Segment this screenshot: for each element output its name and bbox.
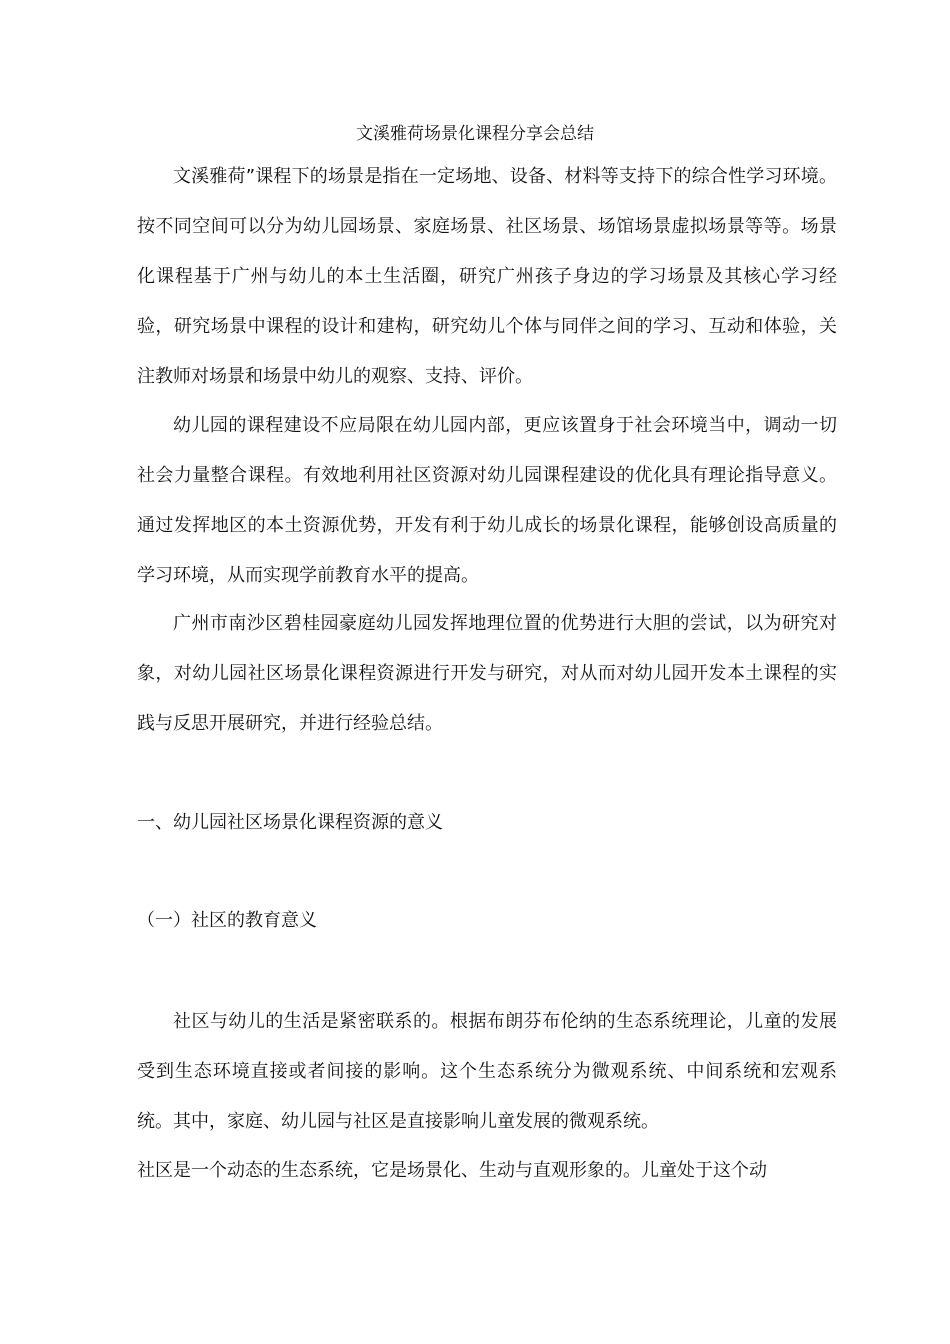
document-title: 文溪雅荷场景化课程分享会总结 [356,124,594,144]
section-heading: 一、幼儿园社区场景化课程资源的意义 [137,812,443,833]
intro-paragraph-1: 文溪雅荷”课程下的场景是指在一定场地、设备、材料等支持下的综合性学习环境。按不同空间可以分为幼儿园场景、家庭场景、社区场景、场馆场景虚拟场景等等。场景化课程基于广州与幼儿的本土生活圈，研究广州孩子身边的学习场景及其核心学习经验，研究场景中课程的设计和建构，研究幼儿个体与同伴之间的学习、互动和体验，关注教师对场景和场景中幼儿的观察、支持、评价。 [137,166,837,387]
subsection-heading: （一）社区的教育意义 [137,910,317,931]
section-paragraph-2: 社区是一个动态的生态系统，它是场景化、生动与直观形象的。儿童处于这个动 [137,1160,767,1181]
intro-paragraph-3: 广州市南沙区碧桂园豪庭幼儿园发挥地理位置的优势进行大胆的尝试，以为研究对象，对幼儿园社区场景化课程资源进行开发与研究，对从而对幼儿园开发本土课程的实践与反思开展研究，并进行经验总结。 [137,613,837,734]
intro-paragraph-2: 幼儿园的课程建设不应局限在幼儿园内部，更应该置身于社会环境当中，调动一切社会力量整合课程。有效地利用社区资源对幼儿园课程建设的优化具有理论指导意义。通过发挥地区的本土资源优势，开发有利于幼儿成长的场景化课程，能够创设高质量的学习环境，从而实现学前教育水平的提高。 [137,415,837,586]
section-paragraph-1: 社区与幼儿的生活是紧密联系的。根据布朗芬布伦纳的生态系统理论，儿童的发展受到生态环境直接或者间接的影响。这个生态系统分为微观系统、中间系统和宏观系统。其中，家庭、幼儿园与社区是直接影响儿童发展的微观系统。 [137,1011,837,1132]
